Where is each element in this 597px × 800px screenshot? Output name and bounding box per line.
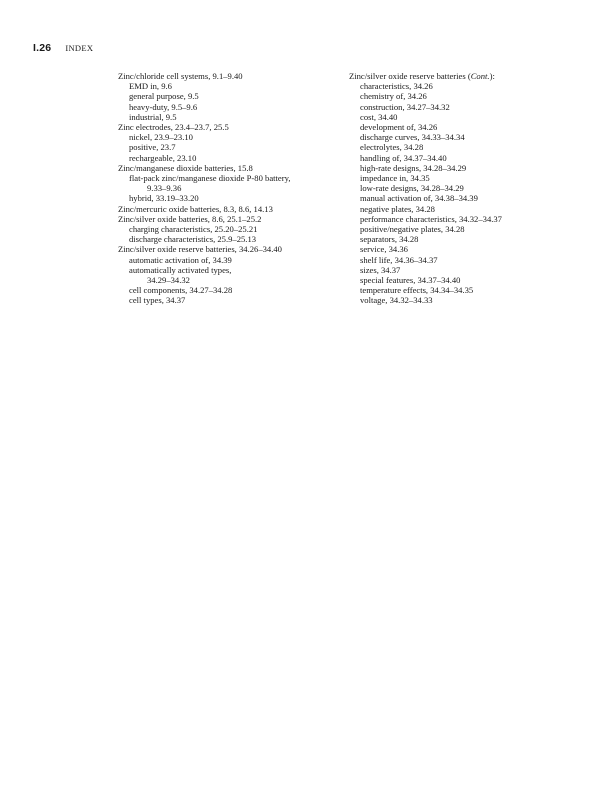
index-subentry: positive/negative plates, 34.28 bbox=[360, 224, 465, 235]
index-subentry: performance characteristics, 34.32–34.37 bbox=[360, 213, 502, 224]
index-subentry: low-rate designs, 34.28–34.29 bbox=[360, 183, 464, 194]
index-subentry: charging characteristics, 25.20–25.21 bbox=[129, 224, 258, 235]
index-subentry: discharge characteristics, 25.9–25.13 bbox=[129, 234, 257, 245]
index-subentry: special features, 34.37–34.40 bbox=[360, 275, 461, 286]
index-subentry: cell types, 34.37 bbox=[129, 295, 186, 306]
index-subentry: construction, 34.27–34.32 bbox=[360, 101, 450, 112]
index-subentry: rechargeable, 23.10 bbox=[129, 152, 197, 163]
index-subentry: high-rate designs, 34.28–34.29 bbox=[360, 162, 467, 173]
index-subentry: negative plates, 34.28 bbox=[360, 203, 435, 214]
running-head: INDEX bbox=[65, 43, 94, 53]
continued-heading-tail: ): bbox=[489, 71, 495, 81]
index-subentry: 34.29–34.32 bbox=[147, 275, 190, 286]
index-subentry: sizes, 34.37 bbox=[360, 264, 401, 275]
index-subentry: electrolytes, 34.28 bbox=[360, 142, 424, 153]
page-number: I.26 bbox=[33, 42, 52, 54]
index-subentry: hybrid, 33.19–33.20 bbox=[129, 193, 199, 204]
index-subentry: cell components, 34.27–34.28 bbox=[129, 285, 233, 296]
index-subentry: automatically activated types, bbox=[129, 264, 232, 275]
index-entry: Zinc/silver oxide reserve batteries, 34.26–34.40 bbox=[118, 244, 282, 255]
index-entry: Zinc/chloride cell systems, 9.1–9.40 bbox=[118, 71, 243, 81]
index-column-right bbox=[349, 71, 569, 306]
index-subentry: heavy-duty, 9.5–9.6 bbox=[129, 101, 198, 112]
index-subentry: automatic activation of, 34.39 bbox=[129, 254, 232, 265]
index-subentry: chemistry of, 34.26 bbox=[360, 91, 427, 102]
index-subentry: development of, 34.26 bbox=[360, 122, 438, 133]
index-subentry: cost, 34.40 bbox=[360, 111, 398, 122]
index-subentry: temperature effects, 34.34–34.35 bbox=[360, 285, 474, 296]
index-entry: Zinc electrodes, 23.4–23.7, 25.5 bbox=[118, 122, 229, 133]
page-header bbox=[33, 42, 93, 54]
continued-label: Cont. bbox=[470, 71, 490, 81]
index-entry: Zinc/manganese dioxide batteries, 15.8 bbox=[118, 162, 253, 173]
index-subentry: EMD in, 9.6 bbox=[129, 81, 172, 92]
index-subentry: service, 34.36 bbox=[360, 244, 408, 255]
index-subentry: positive, 23.7 bbox=[129, 142, 176, 153]
index-subentry: 9.33–9.36 bbox=[147, 183, 182, 194]
index-subentry: flat-pack zinc/manganese dioxide P-80 battery, bbox=[129, 173, 291, 184]
index-subentry: general purpose, 9.5 bbox=[129, 91, 199, 102]
index-subentry: manual activation of, 34.38–34.39 bbox=[360, 193, 478, 204]
index-subentry: characteristics, 34.26 bbox=[360, 81, 433, 92]
index-subentry: discharge curves, 34.33–34.34 bbox=[360, 132, 465, 143]
index-entry: Zinc/mercuric oxide batteries, 8.3, 8.6, 14.13 bbox=[118, 203, 273, 214]
index-subentry: nickel, 23.9–23.10 bbox=[129, 132, 193, 143]
index-subentry: impedance in, 34.35 bbox=[360, 173, 430, 184]
continued-heading-main: Zinc/silver oxide reserve batteries ( bbox=[349, 71, 471, 81]
index-subentry: handling of, 34.37–34.40 bbox=[360, 152, 447, 163]
index-subentry: industrial, 9.5 bbox=[129, 111, 177, 122]
index-subentry: separators, 34.28 bbox=[360, 234, 419, 245]
index-entry: Zinc/silver oxide batteries, 8.6, 25.1–25.2 bbox=[118, 213, 262, 224]
index-subentry: shelf life, 34.36–34.37 bbox=[360, 254, 438, 265]
index-column-left bbox=[118, 71, 338, 306]
index-subentry: voltage, 34.32–34.33 bbox=[360, 295, 433, 306]
index-entry-continued-heading bbox=[349, 71, 569, 81]
